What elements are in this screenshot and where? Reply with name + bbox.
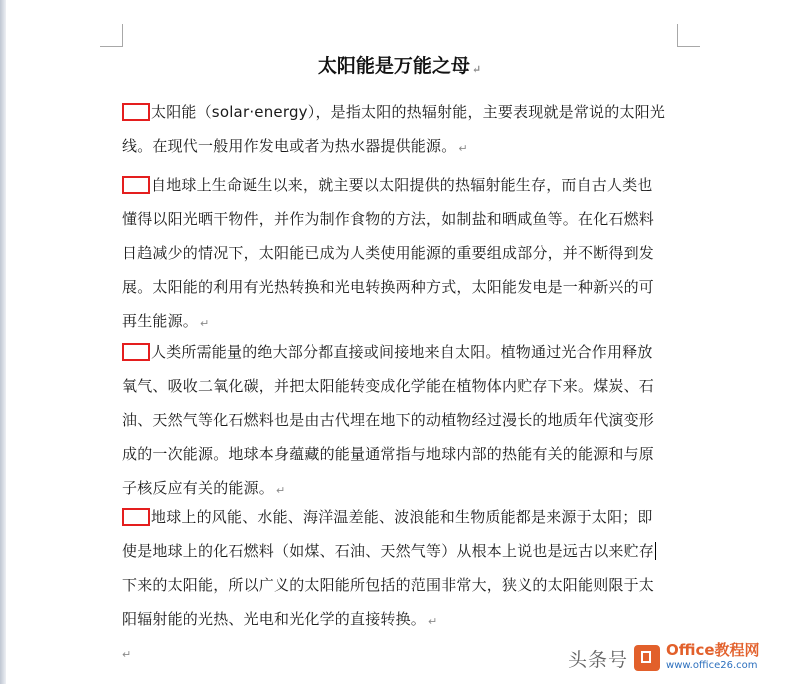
indent-highlight-box (122, 176, 150, 194)
paragraph-line: 油、天然气等化石燃料也是由古代埋在地下的动植物经过漫长的地质年代演变形 (122, 411, 655, 429)
page-left-edge (0, 0, 6, 684)
watermark-text: 头条号 (568, 648, 629, 671)
paragraph-line: 展。太阳能的利用有光热转换和光电转换两种方式，太阳能发电是一种新兴的可 (122, 278, 655, 296)
watermark-brand-name: Office教程网 (666, 641, 760, 659)
watermark-brand (666, 643, 760, 673)
paragraph-line: 成的一次能源。地球本身蕴藏的能量通常指与地球内部的热能有关的能源和与原 (122, 445, 655, 463)
paragraph-4[interactable] (122, 500, 678, 636)
paragraph-mark-icon: ↵ (200, 317, 210, 330)
paragraph-mark-icon: ↵ (471, 63, 482, 76)
page-corner-mark-top-left (100, 24, 123, 47)
indent-highlight-box (122, 508, 150, 526)
document-title[interactable] (122, 52, 677, 84)
paragraph-line: 日趋减少的情况下，太阳能已成为人类使用能源的重要组成部分，并不断得到发 (122, 244, 655, 262)
paragraph-mark-icon: ↵ (276, 484, 286, 497)
empty-paragraph-mark-icon[interactable]: ↵ (122, 648, 132, 661)
indent-highlight-box (122, 343, 150, 361)
page-corner-mark-top-right (677, 24, 700, 47)
paragraph-mark-icon: ↵ (458, 142, 468, 155)
paragraph-line: 下来的太阳能，所以广义的太阳能所包括的范围非常大，狭义的太阳能则限于太 (122, 576, 655, 594)
watermark (568, 638, 790, 678)
document-title-text: 太阳能是万能之母 (317, 55, 470, 77)
paragraph-line: 线。在现代一般用作发电或者为热水器提供能源。 ↵ (122, 137, 468, 155)
paragraph-2[interactable] (122, 168, 678, 338)
paragraph-line: 再生能源。 ↵ (122, 312, 210, 330)
paragraph-1[interactable] (122, 95, 678, 163)
paragraph-line: 地球上的风能、水能、海洋温差能、波浪能和生物质能都是来源于太阳；即 (122, 500, 678, 534)
paragraph-3[interactable] (122, 335, 678, 505)
paragraph-line: 氧气、吸收二氧化碳，并把太阳能转变成化学能在植物体内贮存下来。煤炭、石 (122, 377, 655, 395)
paragraph-line: 使是地球上的化石燃料（如煤、石油、天然气等）从根本上说也是远古以来贮存 (122, 542, 655, 560)
paragraph-line: 太阳能（solar·energy），是指太阳的热辐射能，主要表现就是常说的太阳光 (122, 95, 678, 129)
paragraph-mark-icon: ↵ (428, 615, 438, 628)
paragraph-line: 人类所需能量的绝大部分都直接或间接地来自太阳。植物通过光合作用释放 (122, 335, 678, 369)
paragraph-line: 子核反应有关的能源。 ↵ (122, 479, 286, 497)
paragraph-line: 阳辐射能的光热、光电和光化学的直接转换。 ↵ (122, 610, 438, 628)
indent-highlight-box (122, 103, 150, 121)
paragraph-line: 自地球上生命诞生以来，就主要以太阳提供的热辐射能生存，而自古人类也 (122, 168, 678, 202)
watermark-brand-url: www.office26.com (666, 660, 758, 671)
paragraph-line: 懂得以阳光晒干物件，并作为制作食物的方法，如制盐和晒咸鱼等。在化石燃料 (122, 210, 655, 228)
text-cursor (655, 542, 656, 560)
office-logo-icon (634, 645, 660, 671)
